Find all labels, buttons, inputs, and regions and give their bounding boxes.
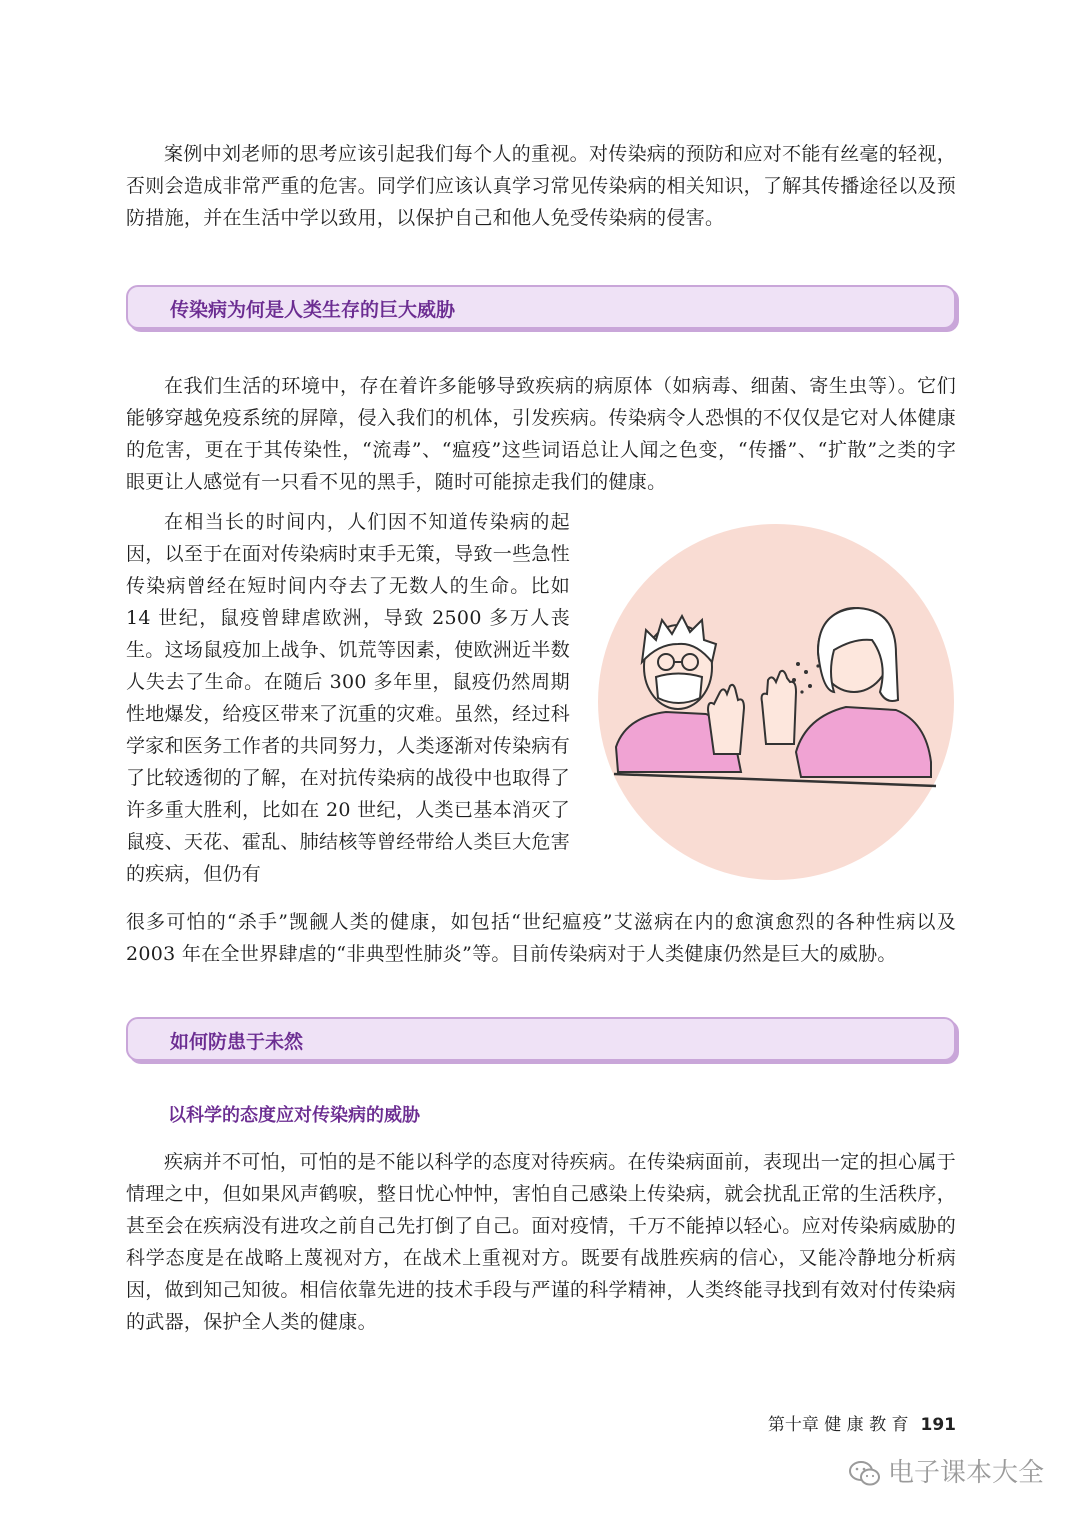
threat-paragraph-2-continued: 很多可怕的“杀手”觊觎人类的健康，如包括“世纪瘟疫”艾滋病在内的愈演愈烈的各种性病以及 2003 年在全世界肆虐的“非典型性肺炎”等。目前传染病对于人类健康仍然是巨大的威胁。 (126, 911, 956, 965)
section-heading-prevention: 如何防患于未然 (170, 1031, 304, 1053)
page-number: 191 (920, 1415, 956, 1435)
page-footer (768, 1410, 956, 1435)
wechat-icon (848, 1460, 882, 1488)
subheading-science-attitude: 以科学的态度应对传染病的威胁 (168, 1105, 420, 1126)
prevention-paragraph: 疾病并不可怕，可怕的是不能以科学的态度对待疾病。在传染病面前，表现出一定的担心属于情理之中，但如果风声鹤唳，整日忧心忡忡，害怕自己感染上传染病，就会扰乱正常的生活秩序，甚至会在疾病没有进攻之前自己先打倒了自己。面对疫情，千万不能掉以轻心。应对传染病威胁的科学态度是在战略上蔑视对方，在战术上重视对方。既要有战胜疾病的信心，又能冷静地分析病因，做到知己知彼。相信依靠先进的技术手段与严谨的科学精神，人类终能寻找到有效对付传染病的武器，保护全人类的健康。 (126, 1151, 956, 1333)
section-banner-prevention (126, 1017, 956, 1061)
watermark-text: 电子课本大全 (888, 1458, 1045, 1488)
chapter-label: 第十章 健 康 教 育 (767, 1415, 909, 1435)
section-heading-threat: 传染病为何是人类生存的巨大威胁 (170, 299, 456, 321)
threat-paragraph-1: 在我们生活的环境中，存在着许多能够导致疾病的病原体（如病毒、细菌、寄生虫等）。它们能够穿越免疫系统的屏障，侵入我们的机体，引发疾病。传染病令人恐惧的不仅仅是它对人体健康的危害，更在于其传染性，“流毒”、“瘟疫”这些词语总让人闻之色变，“传播”、“扩散”之类的字眼更让人感觉有一只看不见的黑手，随时可能掠走我们的健康。 (126, 375, 956, 493)
section-banner-threat (126, 285, 956, 329)
threat-paragraph-2-wrapped: 在相当长的时间内，人们因不知道传染病的起因，以至于在面对传染病时束手无策，导致一些急性传染病曾经在短时间内夺去了无数人的生命。比如 14 世纪，鼠疫曾肆虐欧洲，导致 2500 多万人丧生。这场鼠疫加上战争、饥荒等因素，使欧洲近半数人失去了生命。在随后 300 多年里，鼠疫仍然周期性地爆发，给疫区带来了沉重的灾难。虽然，经过科学家和医务工作者的共同努力，人类逐渐对传染病有了比较透彻的了解，在对抗传染病的战役中也取得了许多重大胜利，比如在 20 世纪，人类已基本消灭了鼠疫、天花、霍乱、肺结核等曾经带给人类巨大危害的疾病，但仍有 (126, 511, 570, 885)
illustration-sneeze-masked-person (596, 522, 956, 882)
watermark (848, 1452, 1044, 1489)
intro-paragraph: 案例中刘老师的思考应该引起我们每个人的重视。对传染病的预防和应对不能有丝毫的轻视，否则会造成非常严重的危害。同学们应该认真学习常见传染病的相关知识，了解其传播途径以及预防措施，并在生活中学以致用，以保护自己和他人免受传染病的侵害。 (126, 143, 956, 229)
